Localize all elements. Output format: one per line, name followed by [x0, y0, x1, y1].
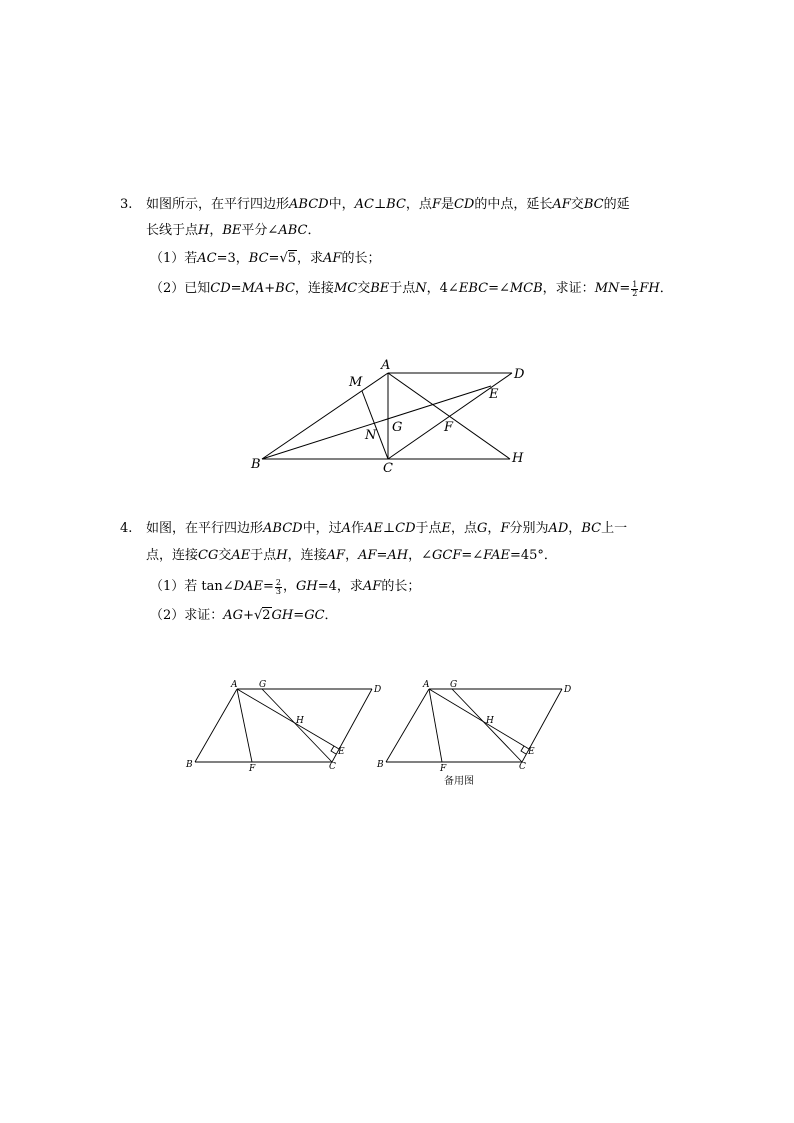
q3-label-D: D [514, 367, 525, 382]
q4a-label-B: B [186, 760, 193, 770]
q3-label-N: N [365, 428, 377, 443]
q4b-label-D: D [564, 685, 572, 695]
q4a-label-E: E [338, 747, 345, 757]
q4b-segment-AE [429, 689, 529, 749]
q4b-segment-AF [429, 689, 442, 762]
q3-label-C: C [383, 461, 393, 476]
q4a-label-D: D [374, 685, 382, 695]
q4b-label-C: C [519, 762, 526, 772]
q3-fraction-half: $\frac{1}{2}$ [632, 279, 638, 298]
q3-label-A: A [381, 358, 391, 373]
q4-fraction-two-thirds: $\frac{2}{3}$ [275, 577, 281, 596]
q4a-label-C: C [329, 762, 336, 772]
q3-label-B: B [251, 457, 261, 472]
q3-label-G: G [392, 420, 403, 435]
q3-label-M: M [349, 375, 363, 390]
q3-stem-line1: 如图所示，在平行四边形ABCD中，AC⊥BC，点F是CD的中点，延长AF交BC的延 [146, 197, 630, 212]
q4a-label-F: F [249, 764, 256, 774]
q4-backup-caption: 备用图 [444, 776, 474, 787]
q3-subquestion-2: （2）已知CD=MA+BC，连接MC交BE于点N，4∠EBC=∠MCB，求证：MN= $\frac{1}{2}$ FH． [150, 279, 673, 298]
q4a-label-G: G [259, 680, 267, 690]
q4b-label-F: F [440, 764, 447, 774]
q4a-label-H: H [296, 716, 304, 726]
q4b-label-H: H [486, 716, 494, 726]
q4b-label-E: E [528, 747, 535, 757]
q3-subquestion-1: （1）若AC=3，BC=√5，求AF的长； [150, 251, 381, 266]
q4a-label-A: A [231, 680, 238, 690]
q4-stem-line2: 点，连接CG交AE于点H，连接AF，AF=AH，∠GCF=∠FAE=45°． [146, 548, 557, 563]
q4-subquestion-1: （1）若 tan∠DAE= $\frac{2}{3}$ ，GH=4，求AF的长； [150, 577, 421, 596]
q3-label-H: H [512, 451, 524, 466]
q3-label-F: F [444, 420, 454, 435]
q3-number: 3. [120, 197, 133, 212]
q4b-label-B: B [377, 760, 384, 770]
q4b-label-G: G [450, 680, 458, 690]
q4-subquestion-2: （2）求证：AG+√2GH=GC． [150, 608, 338, 623]
q4-stem-line1: 如图，在平行四边形ABCD中，过A作AE⊥CD于点E，点G，F分别为AD，BC上一 [146, 521, 628, 536]
q4b-segment-AB [386, 689, 429, 762]
q3-stem-line2: 长线于点H，BE平分∠ABC． [146, 223, 321, 238]
q3-label-E: E [489, 387, 499, 402]
q4b-label-A: A [423, 680, 430, 690]
q4-number: 4. [120, 521, 133, 536]
